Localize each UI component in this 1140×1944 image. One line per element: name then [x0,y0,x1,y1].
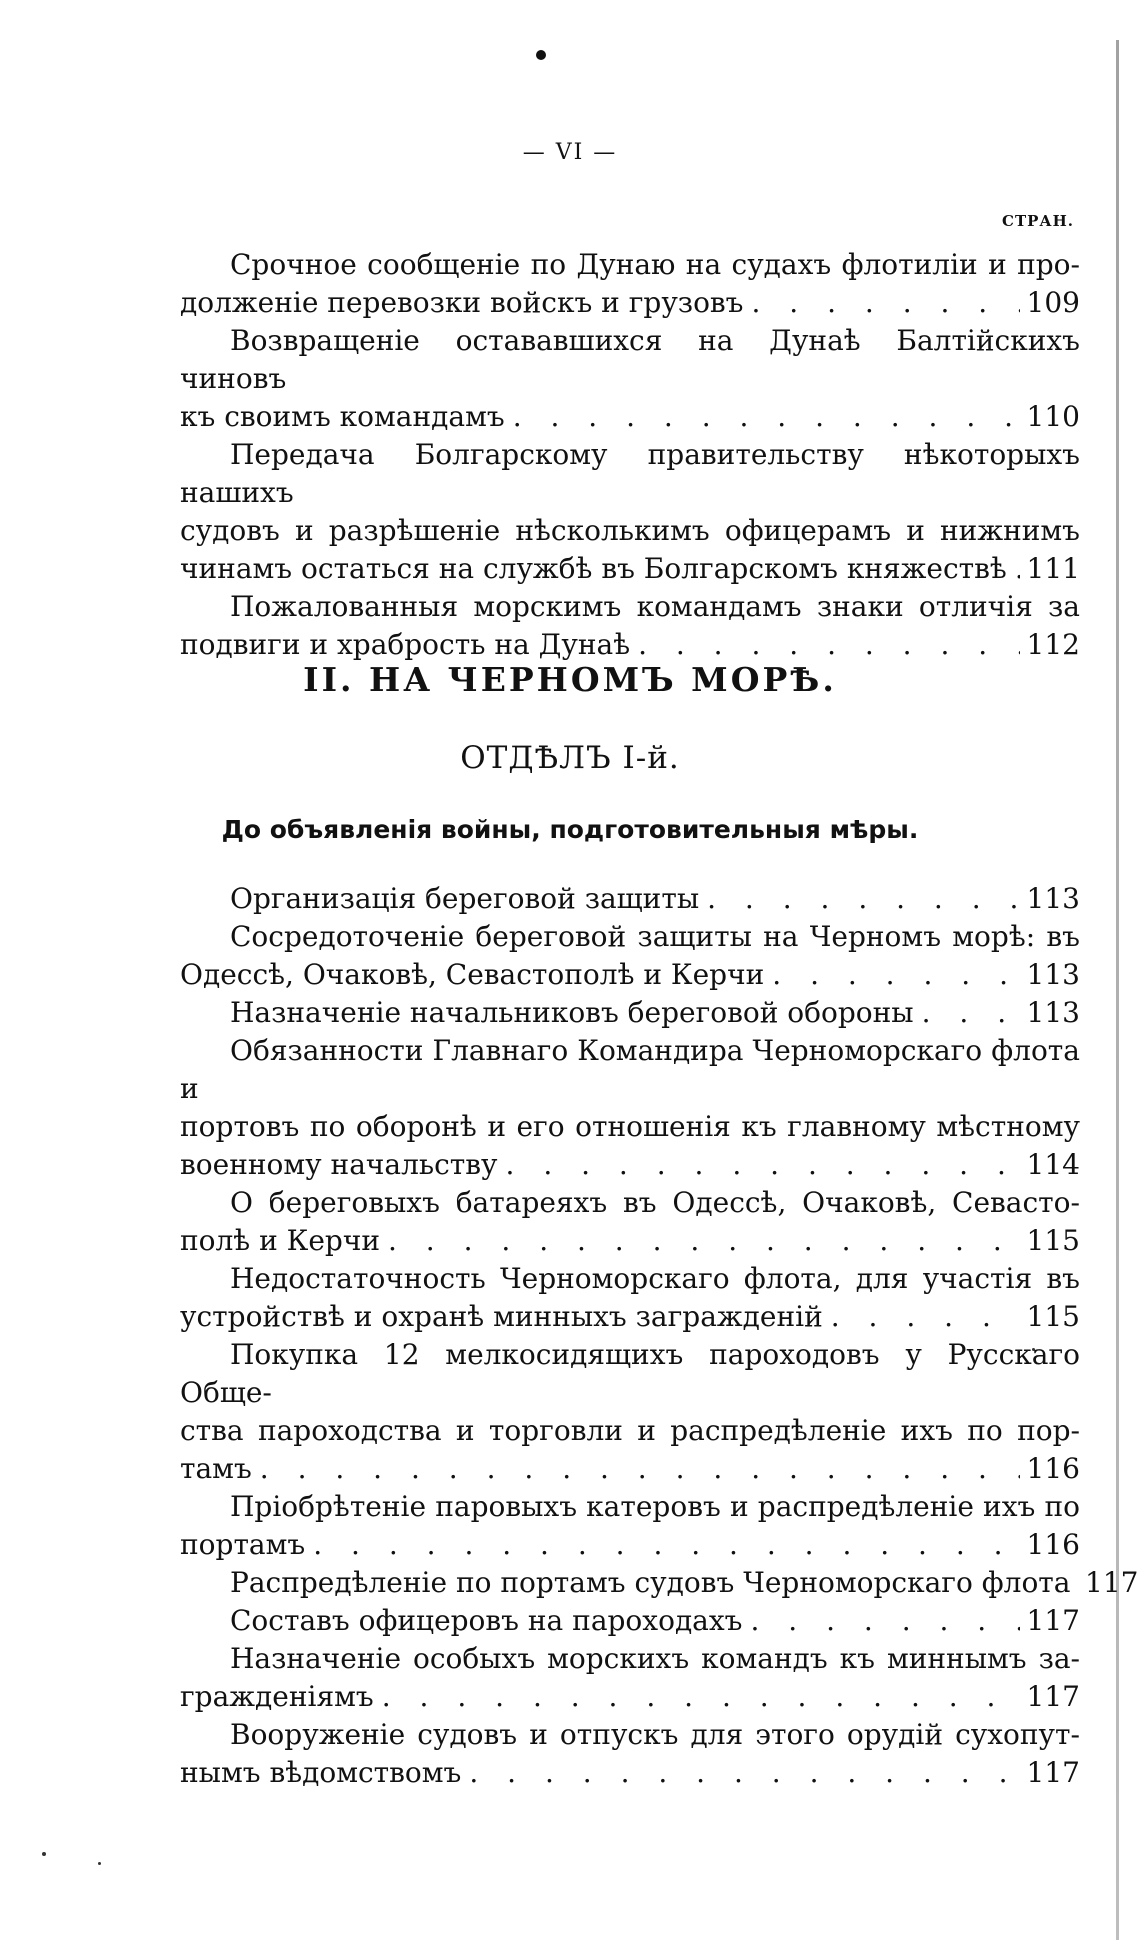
dot-leader [1070,1564,1078,1602]
toc-top-list [180,246,1080,664]
dot-leader [823,1298,1020,1336]
toc-entry [180,1260,1080,1336]
toc-entry-page-number: 116 [1026,1528,1080,1561]
toc-entry-page-number: 113 [1026,996,1080,1029]
toc-entry-title: подвиги и храбрость на Дунаѣ [180,628,631,661]
toc-entry-page-number: 116 [1026,1452,1080,1485]
toc-entry [180,1032,1080,1184]
toc-entry-page-number: 117 [1026,1604,1080,1637]
toc-entry-last-line [180,1450,1080,1488]
toc-entry-page-number: 114 [1026,1148,1080,1181]
toc-entry-last-line [180,284,1080,322]
toc-entry [180,322,1080,436]
toc-entry-last-line [180,956,1080,994]
toc-bottom-list [180,880,1139,1792]
toc-entry [180,588,1080,664]
toc-entry-page-number: 112 [1026,628,1080,661]
toc-entry-line: Недостаточность Черноморскаго флота, для участія въ [230,1262,1080,1295]
ink-speck [98,1862,101,1865]
toc-entry-title: устройствѣ и охранѣ минныхъ загражденій [180,1300,823,1333]
toc-entry [180,994,1080,1032]
toc-entry-line: Обязанности Главнаго Командира Черноморскаго флота и [180,1034,1080,1105]
dot-leader [305,1526,1020,1564]
toc-entry-page-number: 111 [1026,552,1080,585]
toc-entry-last-line [180,1602,1080,1640]
toc-entry [180,1184,1080,1260]
toc-entry-title: чинамъ остаться на службѣ въ Болгарскомъ княжествѣ [180,552,1007,585]
toc-entry-last-line [180,1678,1080,1716]
toc-entry-page-number: 117 [1026,1680,1080,1713]
toc-entry [180,436,1080,588]
page-edge-line [1116,40,1119,1940]
toc-entry-last-line [180,1754,1080,1792]
toc-entry-page-number: 117 [1026,1756,1080,1789]
ink-speck [42,1852,46,1856]
dot-leader [914,994,1020,1032]
toc-entry-line: судовъ и разрѣшеніе нѣсколькимъ офицерамъ и нижнимъ [180,514,1080,547]
toc-entry [180,1564,1139,1602]
toc-entry-line: Срочное сообщеніе по Дунаю на судахъ флотиліи и про- [230,248,1080,281]
toc-entry-line: Возвращеніе остававшихся на Дунаѣ Балтійскихъ чиновъ [180,324,1080,395]
toc-entry-line: ства пароходства и торговли и распредѣленіе ихъ по пор- [180,1414,1080,1447]
toc-entry [180,1640,1080,1716]
toc-entry-line: Покупка 12 мелкосидящихъ пароходовъ у Русскаго Обще- [180,1338,1080,1409]
toc-entry-title: Составъ офицеровъ на пароходахъ [230,1604,743,1637]
toc-entry-line: Назначеніе особыхъ морскихъ командъ къ миннымъ за- [230,1642,1080,1675]
toc-entry-page-number: 113 [1026,882,1080,915]
section-note: До объявленія войны, подготовительныя мѣры. [221,815,919,844]
section-subtitle: ОТДѢЛЪ І-й. [460,740,680,776]
dot-leader [374,1678,1020,1716]
toc-entry-page-number: 115 [1026,1300,1080,1333]
toc-entry-page-number: 113 [1026,958,1080,991]
toc-entry [180,1488,1080,1564]
toc-entry-line: Передача Болгарскому правительству нѣкоторыхъ нашихъ [180,438,1080,509]
ink-dot [536,50,546,60]
dot-leader [498,1146,1020,1184]
dot-leader [744,284,1021,322]
toc-entry-title: къ своимъ командамъ [180,400,505,433]
toc-entry [180,1716,1080,1792]
toc-entry-title: Одессѣ, Очаковѣ, Севастополѣ и Керчи [180,958,765,991]
toc-entry-title: Распредѣленіе по портамъ судовъ Черноморскаго флота [230,1566,1071,1599]
toc-entry-title: Организація береговой защиты [230,882,700,915]
toc-entry-last-line [180,626,1080,664]
dot-leader [1007,550,1020,588]
toc-entry-line: портовъ по оборонѣ и его отношенія къ главному мѣстному [180,1110,1080,1143]
toc-entry-last-line [180,880,1080,918]
toc-entry-last-line [180,1564,1139,1602]
dot-leader [461,1754,1020,1792]
toc-entry [180,918,1080,994]
toc-entry-title: тамъ [180,1452,252,1485]
dot-leader [699,880,1020,918]
toc-entry-page-number: 109 [1026,286,1080,319]
toc-entry-last-line [180,1222,1080,1260]
toc-entry-line: Пріобрѣтеніе паровыхъ катеровъ и распредѣленіе ихъ по [230,1490,1080,1523]
toc-entry-title: военному начальству [180,1148,498,1181]
dot-leader [252,1450,1020,1488]
toc-entry-line: Сосредоточеніе береговой защиты на Черномъ морѣ: въ [230,920,1080,953]
toc-entry-line: Вооруженіе судовъ и отпускъ для этого орудій сухопут- [230,1718,1080,1751]
dot-leader [505,398,1020,436]
page-number: — VI — [522,140,618,165]
toc-entry-title: полѣ и Керчи [180,1224,380,1257]
toc-entry-title: портамъ [180,1528,306,1561]
toc-entry [180,1602,1080,1640]
dot-leader [380,1222,1020,1260]
toc-entry-page-number: 115 [1026,1224,1080,1257]
toc-entry-page-number: 117 [1085,1566,1139,1599]
toc-entry-line: О береговыхъ батареяхъ въ Одессѣ, Очаковѣ, Севасто- [230,1186,1080,1219]
toc-entry-last-line [180,398,1080,436]
toc-entry-last-line [180,1526,1080,1564]
toc-entry-last-line [180,550,1080,588]
toc-entry-title: Назначеніе начальниковъ береговой обороны [230,996,914,1029]
toc-entry-last-line [180,1298,1080,1336]
dot-leader [764,956,1020,994]
toc-entry-line: Пожалованныя морскимъ командамъ знаки отличія за [230,590,1080,623]
toc-entry-last-line [180,994,1080,1032]
toc-entry-title: долженіе перевозки войскъ и грузовъ [180,286,744,319]
toc-entry-page-number: 110 [1026,400,1080,433]
page-column-header: СТРАН. [1002,212,1074,230]
toc-entry-title: нымъ вѣдомствомъ [180,1756,462,1789]
section-title: II. НА ЧЕРНОМЪ МОРѢ. [303,660,837,699]
toc-entry [180,1336,1080,1488]
toc-entry [180,880,1080,918]
dot-leader [742,1602,1020,1640]
toc-entry [180,246,1080,322]
dot-leader [630,626,1020,664]
toc-entry-last-line [180,1146,1080,1184]
toc-entry-title: гражденіямъ [180,1680,374,1713]
